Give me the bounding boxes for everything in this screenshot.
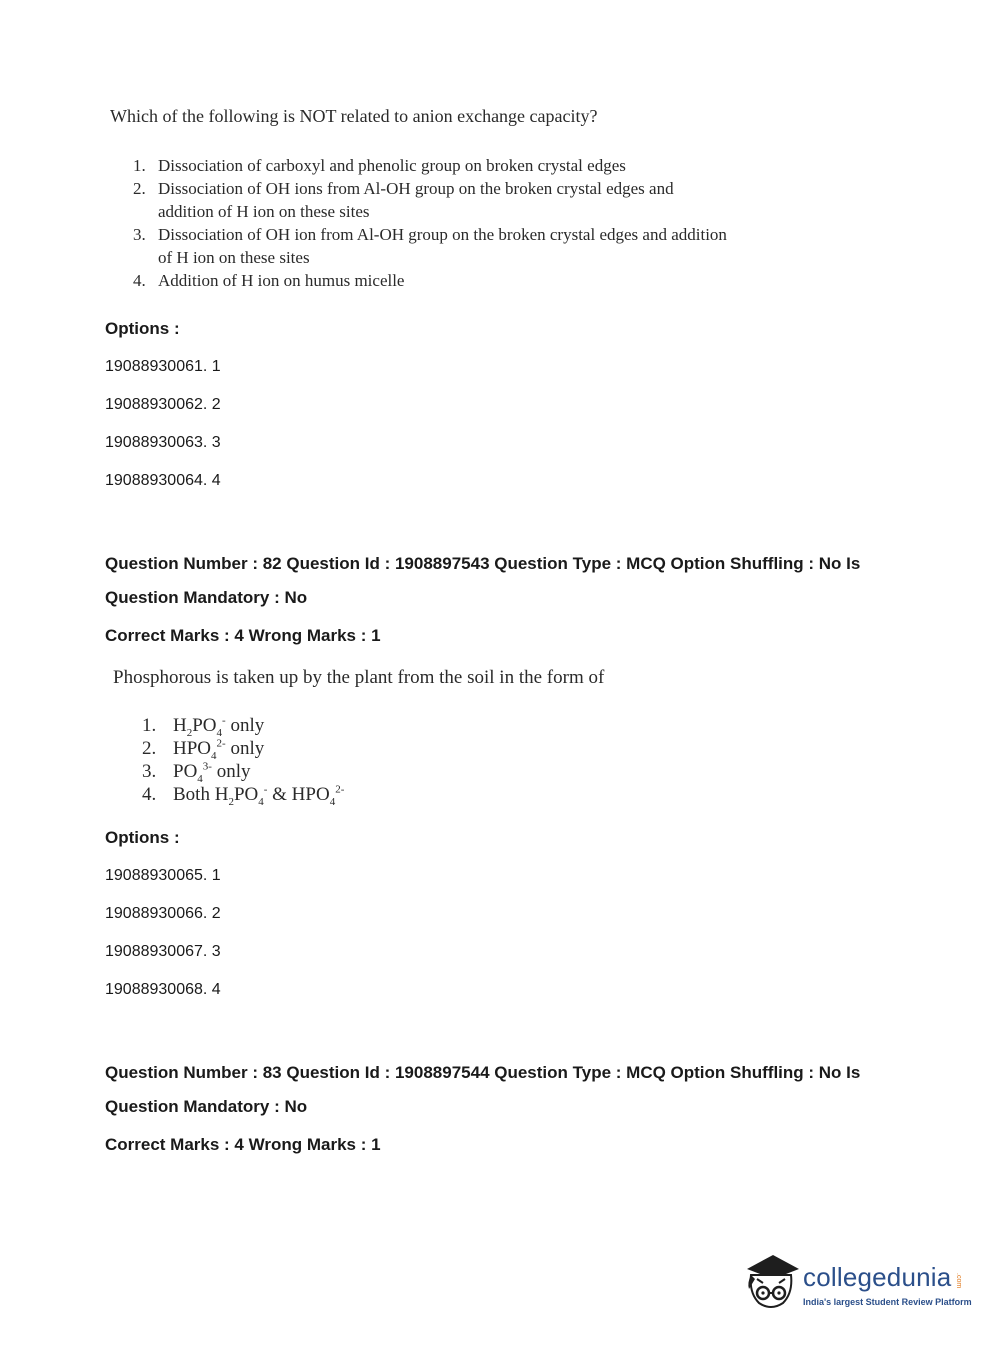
question-meta: Question Number : 82 Question Id : 1908897543 Question Type : MCQ Option Shuffling : No Is	[105, 554, 861, 573]
brand-tagline: India's largest Student Review Platform	[803, 1297, 972, 1307]
option-item: 19088930065. 1	[105, 867, 221, 884]
list-item: 3. Dissociation of OH ion from Al-OH group on the broken crystal edges and addition of H ion on these sites	[133, 225, 727, 267]
formula: Both $H_2PO_4^-$ & $HPO_4^{2-}$	[173, 783, 345, 808]
formula: $H_2PO_4^-$ only	[173, 714, 265, 739]
list-item: 2. $HPO_4^{2-}$ only	[142, 737, 265, 762]
list-item: 3. $PO_4^{3-}$ only	[142, 760, 251, 785]
question-mandatory: Question Mandatory : No	[105, 588, 308, 607]
option-item: 19088930068. 4	[105, 981, 221, 998]
options-heading: Options :	[105, 319, 180, 338]
list-item: 4. Addition of H ion on humus micelle	[133, 271, 405, 290]
list-item: 1. Dissociation of carboxyl and phenolic group on broken crystal edges	[133, 156, 626, 175]
question-text: Phosphorous is taken up by the plant from the soil in the form of	[113, 667, 605, 688]
list-item: 4. Both $H_2PO_4^-$ & $HPO_4^{2-}$	[142, 783, 345, 808]
answer-list	[142, 714, 344, 806]
question-marks: Correct Marks : 4 Wrong Marks : 1	[105, 626, 381, 645]
option-item: 19088930064. 4	[105, 472, 221, 489]
question-meta: Question Number : 83 Question Id : 1908897544 Question Type : MCQ Option Shuffling : No Is	[105, 1063, 861, 1082]
option-item: 19088930063. 3	[105, 434, 221, 451]
option-item: 19088930061. 1	[105, 358, 221, 375]
brand-name: collegedunia	[803, 1262, 952, 1292]
collegedunia-mascot-icon	[741, 1249, 803, 1313]
question-mandatory: Question Mandatory : No	[105, 1097, 308, 1116]
question-marks: Correct Marks : 4 Wrong Marks : 1	[105, 1135, 381, 1154]
list-item: 2. Dissociation of OH ions from Al-OH group on the broken crystal edges and addition of H ion on these sites	[133, 179, 674, 221]
option-item: 19088930066. 2	[105, 905, 221, 922]
list-item: 1. $H_2PO_4^-$ only	[142, 714, 265, 739]
options-heading: Options :	[105, 828, 180, 847]
answer-list	[133, 154, 733, 292]
option-item: 19088930062. 2	[105, 396, 221, 413]
brand-suffix: .com	[955, 1273, 962, 1289]
question-text: Which of the following is NOT related to anion exchange capacity?	[110, 106, 598, 126]
formula: $HPO_4^{2-}$ only	[173, 737, 265, 762]
option-item: 19088930067. 3	[105, 943, 221, 960]
formula: $PO_4^{3-}$ only	[173, 760, 251, 785]
